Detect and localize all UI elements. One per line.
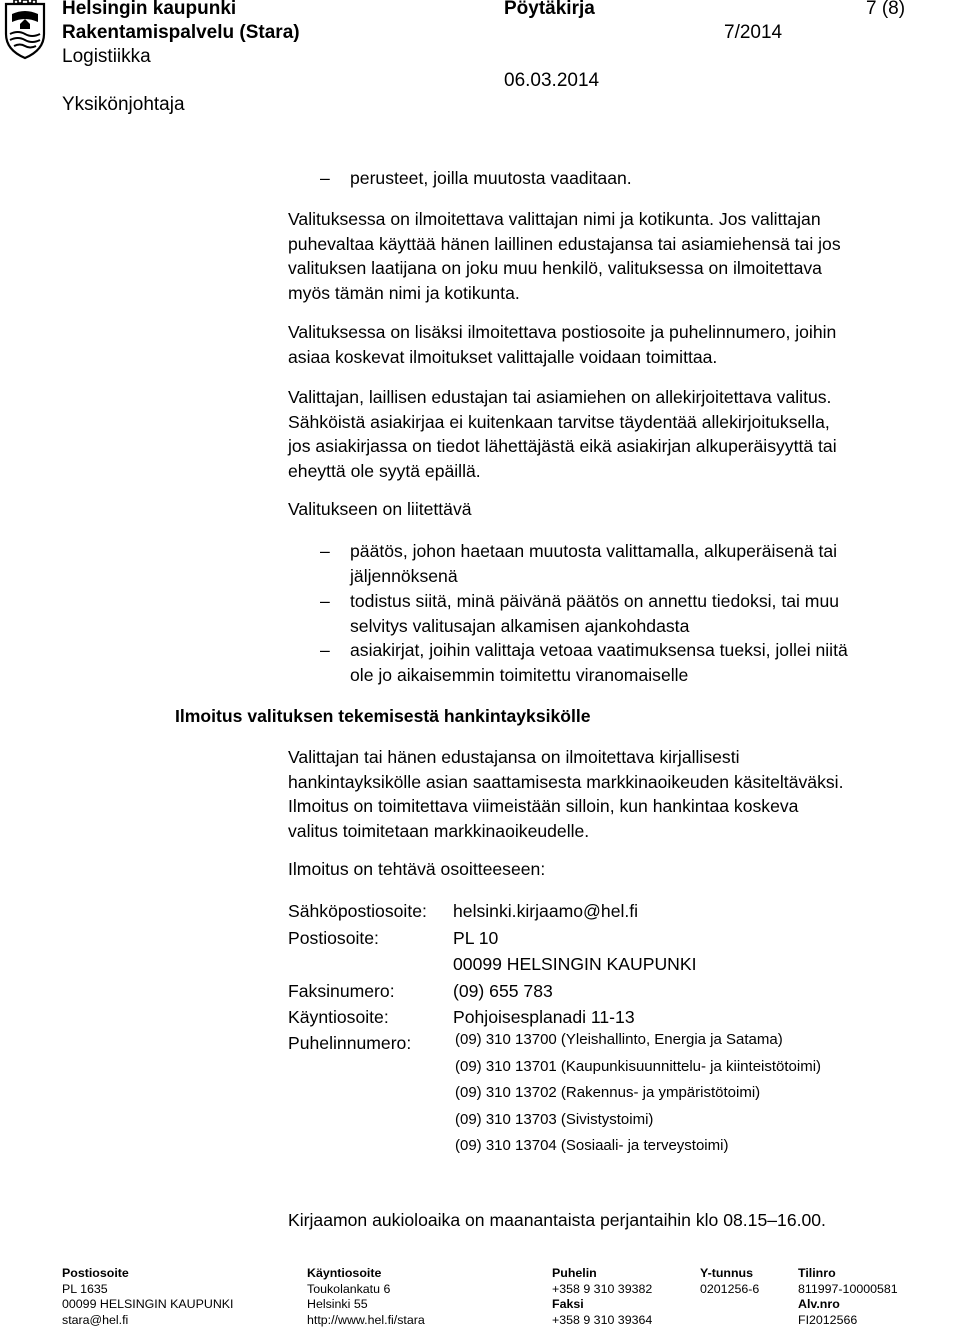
text-line: asiaa koskevat ilmoitukset valittajalle voidaan toimittaa. <box>288 346 718 367</box>
helsinki-crest-logo <box>0 0 50 60</box>
phone-number: (09) 310 13701 (Kaupunkisuunnittelu- ja kiinteistötoimi) <box>455 1058 822 1075</box>
text-line: Valittajan, laillisen edustajan tai asiamiehen on allekirjoitettava valitus. <box>288 387 832 407</box>
footer-value: 0201256-6 <box>700 1281 760 1296</box>
text-line: selvitys valitusajan alkamisen ajankohdasta <box>350 615 690 636</box>
text-line: ole jo aikaisemmin toimitettu viranomaiselle <box>350 664 689 685</box>
dash-bullet: – <box>320 591 330 611</box>
footer-label: Faksi <box>552 1297 584 1312</box>
footer-visit <box>307 1266 425 1328</box>
footer-value: +358 9 310 39382 <box>552 1281 653 1296</box>
footer-postal <box>62 1266 233 1328</box>
email-label: Sähköpostiosoite: <box>288 901 427 921</box>
footer-value: 811997-10000581 <box>798 1281 898 1296</box>
text-line: myös tämän nimi ja kotikunta. <box>288 282 520 303</box>
footer-value: Helsinki 55 <box>307 1297 368 1312</box>
fax-number: (09) 655 783 <box>453 981 553 1001</box>
office-hours: Kirjaamon aukioloaika on maanantaista perjantaihin klo 08.15–16.00. <box>288 1210 826 1230</box>
footer-label: Käyntiosoite <box>307 1266 382 1280</box>
phone-number: (09) 310 13702 (Rakennus- ja ympäristötoimi) <box>455 1084 761 1101</box>
text-line: todistus siitä, minä päivänä päätös on annettu tiedoksi, tai muu <box>350 591 840 611</box>
paragraph-appellant-info <box>288 207 948 305</box>
text-line: jäljennöksenä <box>350 565 458 586</box>
text-line: Valituksessa on lisäksi ilmoitettava postiosoite ja puhelinnumero, joihin <box>288 322 837 342</box>
visit-label: Käyntiosoite: <box>288 1007 389 1027</box>
paragraph-notification <box>288 745 948 843</box>
footer-value: Toukolankatu 6 <box>307 1281 391 1296</box>
text-line: valitus toimitetaan markkinaoikeudelle. <box>288 820 590 841</box>
address-intro: Ilmoitus on tehtävä osoitteeseen: <box>288 859 546 879</box>
footer-label: Tilinro <box>798 1266 836 1280</box>
text-line: Valituksessa on ilmoitettava valittajan nimi ja kotikunta. Jos valittajan <box>288 209 821 229</box>
text-line: Ilmoitus on toimitettava viimeistään silloin, kun hankintaa koskeva <box>288 796 799 816</box>
dash-bullet: – <box>320 168 330 188</box>
footer-email-link[interactable]: stara@hel.fi <box>62 1312 129 1327</box>
text-line: puhevaltaa käyttää hänen laillinen edustajansa tai asiamiehensä tai jos <box>288 233 841 254</box>
paragraph-contact-info <box>288 320 948 369</box>
section-heading: Ilmoitus valituksen tekemisestä hankintayksikölle <box>175 706 591 726</box>
footer-value: PL 1635 <box>62 1281 108 1296</box>
fax-label: Faksinumero: <box>288 981 395 1001</box>
email-link[interactable]: helsinki.kirjaamo@hel.fi <box>453 901 639 921</box>
document-type: Pöytäkirja <box>504 0 595 19</box>
text-line: päätös, johon haetaan muutosta valittamalla, alkuperäisenä tai <box>350 541 838 561</box>
text-line: eheyttä ole syytä epäillä. <box>288 460 481 481</box>
phone-number: (09) 310 13703 (Sivistystoimi) <box>455 1111 654 1128</box>
attachment-item <box>350 589 950 638</box>
dash-bullet: – <box>320 541 330 561</box>
text-line: Sähköistä asiakirjaa ei kuitenkaan tarvitse täydentää allekirjoituksella, <box>288 411 830 432</box>
bullet-text: perusteet, joilla muutosta vaaditaan. <box>350 168 632 188</box>
visit-address: Pohjoisesplanadi 11-13 <box>453 1007 635 1027</box>
text-line: valituksen laatijana on joku muu henkilö, valituksessa on ilmoitettava <box>288 258 822 278</box>
footer-value: +358 9 310 39364 <box>552 1312 653 1327</box>
document-number: 7/2014 <box>724 22 783 43</box>
department-name: Logistiikka <box>62 46 151 67</box>
footer-web-link[interactable]: http://www.hel.fi/stara <box>307 1312 425 1327</box>
footer-label: Puhelin <box>552 1266 597 1280</box>
text-line: hankintayksikölle asian saattamisesta markkinaoikeuden käsiteltäväksi. <box>288 771 844 792</box>
text-line: asiakirjat, joihin valittaja vetoaa vaatimuksensa tueksi, jollei niitä <box>350 640 848 660</box>
phone-label: Puhelinnumero: <box>288 1033 412 1053</box>
page-number: 7 (8) <box>866 0 906 19</box>
footer-label: Postiosoite <box>62 1266 129 1280</box>
attachment-item <box>350 638 950 687</box>
postal-label: Postiosoite: <box>288 928 379 948</box>
footer-account <box>798 1266 898 1328</box>
paragraph-signature <box>288 385 948 483</box>
footer-value: 00099 HELSINGIN KAUPUNKI <box>62 1297 234 1312</box>
dash-bullet: – <box>320 640 330 660</box>
postal-line-2: 00099 HELSINGIN KAUPUNKI <box>453 954 697 974</box>
footer-label: Alv.nro <box>798 1297 840 1312</box>
footer-value: FI2012566 <box>798 1312 858 1327</box>
postal-line-1: PL 10 <box>453 928 499 948</box>
footer-label: Y-tunnus <box>700 1266 753 1280</box>
attachment-item <box>350 539 950 588</box>
phone-number: (09) 310 13700 (Yleishallinto, Energia ja Satama) <box>455 1031 783 1048</box>
decision-maker-role: Yksikönjohtaja <box>62 94 185 115</box>
footer-phone <box>552 1266 652 1328</box>
text-line: Valittajan tai hänen edustajansa on ilmoitettava kirjallisesti <box>288 747 740 767</box>
attachments-heading: Valitukseen on liitettävä <box>288 499 472 519</box>
org-name: Helsingin kaupunki <box>62 0 237 19</box>
document-date: 06.03.2014 <box>504 70 600 91</box>
phone-number: (09) 310 13704 (Sosiaali- ja terveystoimi) <box>455 1137 729 1154</box>
footer-business-id <box>700 1266 759 1297</box>
unit-name: Rakentamispalvelu (Stara) <box>62 22 300 43</box>
text-line: jos asiakirjassa on tiedot lähettäjästä eikä asiakirjan alkuperäisyyttä tai <box>288 436 837 456</box>
